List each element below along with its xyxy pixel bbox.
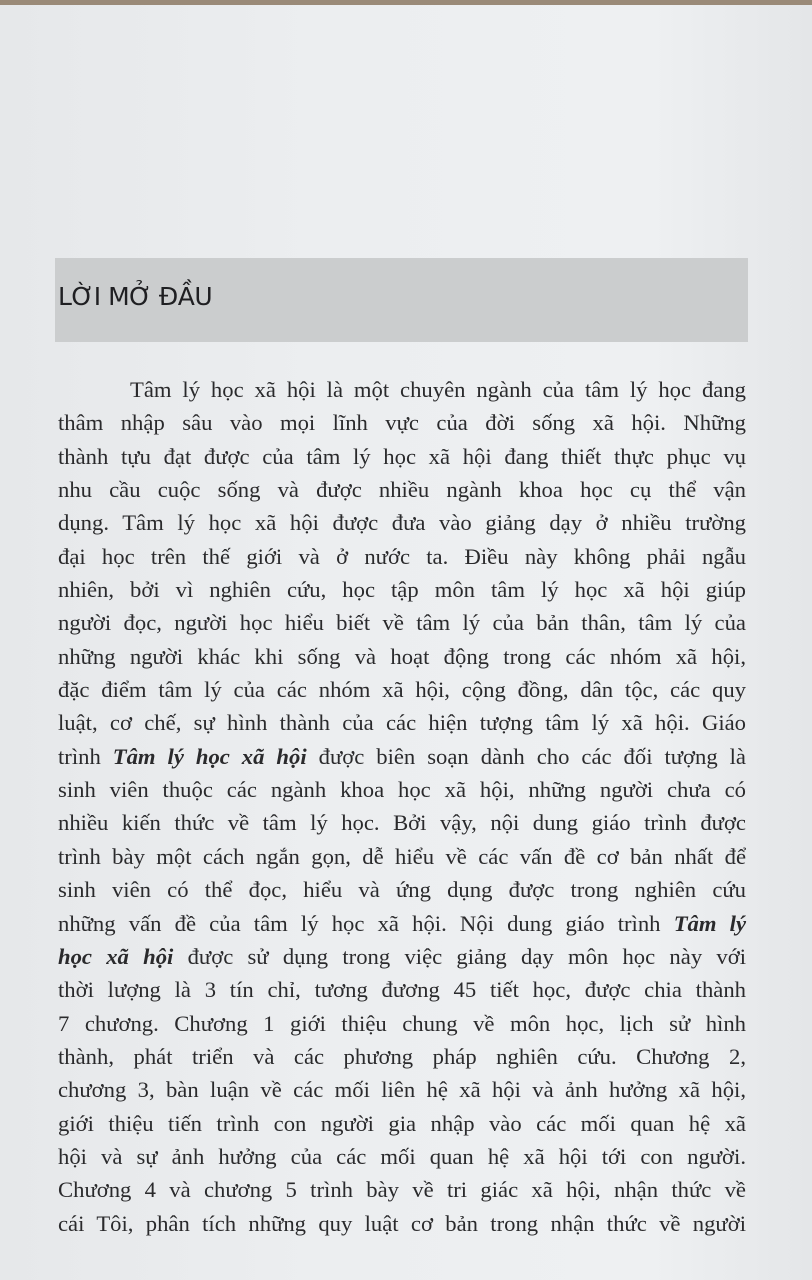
text-segment: thâm nhập sâu vào mọi lĩnh vực của đời sống xã hội. Những <box>58 410 746 436</box>
text-line <box>58 773 746 806</box>
text-line <box>58 640 746 673</box>
text-segment: người đọc, người học hiểu biết về tâm lý của bản thân, tâm lý của <box>58 610 746 636</box>
text-segment: dụng. Tâm lý học xã hội được đưa vào giảng dạy ở nhiều trường <box>58 510 746 536</box>
text-line <box>58 1040 746 1073</box>
text-segment: nhiên, bởi vì nghiên cứu, học tập môn tâm lý học xã hội giúp <box>58 577 746 603</box>
text-segment: thời lượng là 3 tín chỉ, tương đương 45 tiết học, được chia thành <box>58 977 746 1003</box>
text-segment: cái Tôi, phân tích những quy luật cơ bản trong nhận thức về người <box>58 1210 746 1236</box>
text-segment: sinh viên có thể đọc, hiểu và ứng dụng được trong nghiên cứu <box>58 877 746 903</box>
text-segment: trình <box>58 743 113 769</box>
text-line <box>58 840 746 873</box>
text-segment: những vấn đề của tâm lý học xã hội. Nội dung giáo trình <box>58 910 674 936</box>
text-line <box>58 1140 746 1173</box>
text-line <box>58 440 746 473</box>
italic-title: học xã hội <box>58 943 174 969</box>
body-text <box>58 373 746 1240</box>
chapter-heading: LỜI MỞ ĐẦU <box>58 282 213 311</box>
text-segment: 7 chương. Chương 1 giới thiệu chung về môn học, lịch sử hình <box>58 1010 746 1036</box>
text-segment: sinh viên thuộc các ngành khoa học xã hội, những người chưa có <box>58 777 746 803</box>
text-segment: được sử dụng trong việc giảng dạy môn học này với <box>173 943 746 969</box>
text-segment: đặc điểm tâm lý của các nhóm xã hội, cộng đồng, dân tộc, các quy <box>58 677 746 703</box>
text-line <box>58 1173 746 1206</box>
text-segment: nhu cầu cuộc sống và được nhiều ngành khoa học cụ thể vận <box>58 477 746 503</box>
text-segment: được biên soạn dành cho các đối tượng là <box>306 743 746 769</box>
text-line <box>58 806 746 839</box>
text-segment: giới thiệu tiến trình con người gia nhập vào các mối quan hệ xã <box>58 1110 746 1136</box>
text-line <box>58 473 746 506</box>
text-line <box>58 573 746 606</box>
text-line <box>58 1107 746 1140</box>
text-segment: chương 3, bàn luận về các mối liên hệ xã hội và ảnh hưởng xã hội, <box>58 1077 746 1103</box>
text-line <box>58 373 746 406</box>
text-segment: hội và sự ảnh hưởng của các mối quan hệ xã hội tới con người. <box>58 1143 746 1169</box>
text-line <box>58 1207 746 1240</box>
text-line <box>58 907 746 940</box>
text-line <box>58 673 746 706</box>
text-line <box>58 706 746 739</box>
text-segment: những người khác khi sống và hoạt động trong các nhóm xã hội, <box>58 643 746 669</box>
text-segment: nhiều kiến thức về tâm lý học. Bởi vậy, nội dung giáo trình được <box>58 810 746 836</box>
text-line <box>58 506 746 539</box>
text-segment: Chương 4 và chương 5 trình bày về tri giác xã hội, nhận thức về <box>58 1177 746 1203</box>
text-line <box>58 973 746 1006</box>
text-line <box>58 740 746 773</box>
text-segment: thành tựu đạt được của tâm lý học xã hội đang thiết thực phục vụ <box>58 443 746 469</box>
text-segment: đại học trên thế giới và ở nước ta. Điều này không phải ngẫu <box>58 543 746 569</box>
italic-title: Tâm lý <box>673 910 746 936</box>
text-segment: trình bày một cách ngắn gọn, dễ hiểu về các vấn đề cơ bản nhất để <box>58 843 746 869</box>
text-line <box>58 606 746 639</box>
text-line <box>58 940 746 973</box>
text-segment: Tâm lý học xã hội là một chuyên ngành của tâm lý học đang <box>130 377 746 402</box>
text-line <box>58 873 746 906</box>
text-segment: thành, phát triển và các phương pháp nghiên cứu. Chương 2, <box>58 1043 746 1069</box>
text-line <box>58 1007 746 1040</box>
text-line <box>58 540 746 573</box>
text-segment: luật, cơ chế, sự hình thành của các hiện tượng tâm lý xã hội. Giáo <box>58 710 746 736</box>
text-line <box>58 1073 746 1106</box>
text-line <box>58 406 746 439</box>
italic-title: Tâm lý học xã hội <box>112 743 307 769</box>
